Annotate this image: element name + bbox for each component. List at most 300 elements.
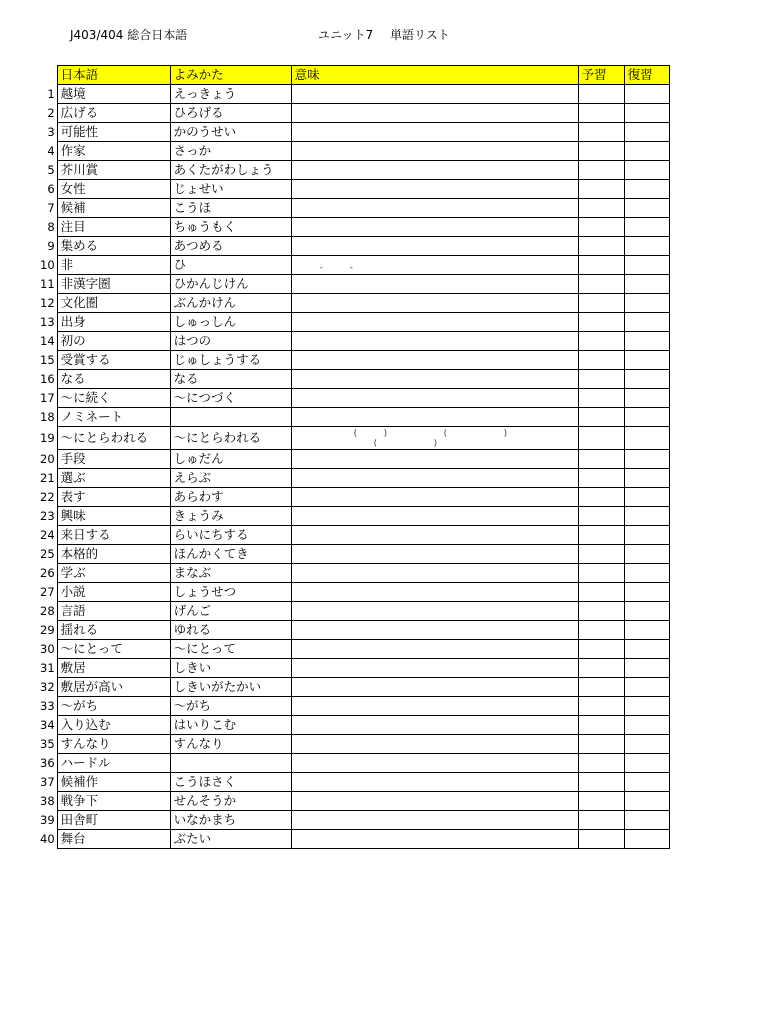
reading: さっか (170, 142, 291, 161)
preview-checkbox-cell[interactable] (578, 218, 624, 237)
review-checkbox-cell[interactable] (624, 199, 669, 218)
japanese-word: 非 (57, 256, 170, 275)
preview-checkbox-cell[interactable] (578, 830, 624, 849)
row-number: 30 (40, 642, 55, 656)
table-row (40, 602, 669, 621)
table-row (40, 104, 669, 123)
meaning-cell[interactable] (291, 754, 578, 773)
preview-checkbox-cell[interactable] (578, 427, 624, 450)
reading: いなかまち (170, 811, 291, 830)
meaning-cell[interactable] (291, 237, 578, 256)
review-checkbox-cell[interactable] (624, 773, 669, 792)
table-row (40, 142, 669, 161)
meaning-cell[interactable] (291, 716, 578, 735)
japanese-word: 越境 (57, 85, 170, 104)
reading: 〜にとって (170, 640, 291, 659)
reading: 〜がち (170, 697, 291, 716)
review-checkbox-cell[interactable] (624, 332, 669, 351)
reading: なる (170, 370, 291, 389)
preview-checkbox-cell[interactable] (578, 640, 624, 659)
reading: せんそうか (170, 792, 291, 811)
row-number: 38 (40, 794, 55, 808)
review-checkbox-cell[interactable] (624, 256, 669, 275)
preview-checkbox-cell[interactable] (578, 370, 624, 389)
row-number: 11 (40, 277, 55, 291)
meaning-cell[interactable] (291, 104, 578, 123)
reading: しきいがたかい (170, 678, 291, 697)
row-number: 17 (40, 391, 55, 405)
review-checkbox-cell[interactable] (624, 161, 669, 180)
japanese-word: 注目 (57, 218, 170, 237)
row-number: 28 (40, 604, 55, 618)
row-number: 15 (40, 353, 55, 367)
meaning-cell[interactable] (291, 389, 578, 408)
japanese-word: 揺れる (57, 621, 170, 640)
preview-checkbox-cell[interactable] (578, 545, 624, 564)
row-number: 16 (40, 372, 55, 386)
reading: まなぶ (170, 564, 291, 583)
reading: はいりこむ (170, 716, 291, 735)
reading: はつの (170, 332, 291, 351)
reading: すんなり (170, 735, 291, 754)
table-row (40, 469, 669, 488)
pencil-mark: ( (443, 429, 448, 439)
meaning-cell[interactable] (291, 294, 578, 313)
reading: しきい (170, 659, 291, 678)
reading: げんご (170, 602, 291, 621)
review-checkbox-cell[interactable] (624, 218, 669, 237)
reading: じゅしょうする (170, 351, 291, 370)
meaning-cell[interactable] (291, 218, 578, 237)
column-header-review: 復習 (624, 66, 669, 85)
reading: ひろげる (170, 104, 291, 123)
reading: ひ (170, 256, 291, 275)
table-row (40, 545, 669, 564)
table-row (40, 123, 669, 142)
column-header-preview: 予習 (578, 66, 624, 85)
unit-label: ユニット7 (318, 28, 374, 42)
table-row (40, 640, 669, 659)
row-number: 23 (40, 509, 55, 523)
table-row (40, 408, 669, 427)
table-row (40, 237, 669, 256)
meaning-cell[interactable] (291, 408, 578, 427)
row-number: 35 (40, 737, 55, 751)
preview-checkbox-cell[interactable] (578, 104, 624, 123)
reading (170, 408, 291, 427)
table-row (40, 450, 669, 469)
japanese-word: 手段 (57, 450, 170, 469)
table-row (40, 218, 669, 237)
japanese-word: 表す (57, 488, 170, 507)
table-row (40, 256, 669, 275)
row-number: 39 (40, 813, 55, 827)
row-number: 19 (40, 431, 55, 445)
review-checkbox-cell[interactable] (624, 408, 669, 427)
japanese-word: 候補作 (57, 773, 170, 792)
japanese-word: 小説 (57, 583, 170, 602)
meaning-cell[interactable] (291, 332, 578, 351)
japanese-word: 学ぶ (57, 564, 170, 583)
meaning-cell[interactable] (291, 370, 578, 389)
row-number: 18 (40, 410, 55, 424)
japanese-word: 入り込む (57, 716, 170, 735)
list-title: 単語リスト (390, 28, 450, 42)
pencil-mark: - (319, 263, 323, 273)
table-row (40, 199, 669, 218)
preview-checkbox-cell[interactable] (578, 792, 624, 811)
preview-checkbox-cell[interactable] (578, 716, 624, 735)
japanese-word: 〜がち (57, 697, 170, 716)
meaning-cell[interactable] (291, 526, 578, 545)
table-row (40, 792, 669, 811)
japanese-word: 言語 (57, 602, 170, 621)
row-number: 8 (47, 220, 55, 234)
review-checkbox-cell[interactable] (624, 754, 669, 773)
table-row (40, 754, 669, 773)
meaning-marks (292, 427, 578, 449)
preview-checkbox-cell[interactable] (578, 142, 624, 161)
preview-checkbox-cell[interactable] (578, 773, 624, 792)
meaning-cell[interactable] (291, 735, 578, 754)
column-header-reading: よみかた (170, 66, 291, 85)
table-row (40, 161, 669, 180)
reading: かのうせい (170, 123, 291, 142)
japanese-word: 〜にとって (57, 640, 170, 659)
review-checkbox-cell[interactable] (624, 716, 669, 735)
column-header-japanese: 日本語 (57, 66, 170, 85)
meaning-cell[interactable] (291, 199, 578, 218)
meaning-cell[interactable] (291, 830, 578, 849)
table-row (40, 697, 669, 716)
preview-checkbox-cell[interactable] (578, 735, 624, 754)
table-row (40, 180, 669, 199)
meaning-cell[interactable] (291, 450, 578, 469)
japanese-word: ハードル (57, 754, 170, 773)
japanese-word: 敷居が高い (57, 678, 170, 697)
review-checkbox-cell[interactable] (624, 545, 669, 564)
table-row (40, 583, 669, 602)
table-row (40, 830, 669, 849)
preview-checkbox-cell[interactable] (578, 256, 624, 275)
japanese-word: すんなり (57, 735, 170, 754)
preview-checkbox-cell[interactable] (578, 180, 624, 199)
pencil-mark: ( (373, 439, 378, 449)
table-row (40, 811, 669, 830)
row-number: 31 (40, 661, 55, 675)
reading: 〜につづく (170, 389, 291, 408)
reading: しょうせつ (170, 583, 291, 602)
reading: 〜にとらわれる (170, 427, 291, 450)
preview-checkbox-cell[interactable] (578, 332, 624, 351)
review-checkbox-cell[interactable] (624, 659, 669, 678)
japanese-word: 戦争下 (57, 792, 170, 811)
row-number: 34 (40, 718, 55, 732)
review-checkbox-cell[interactable] (624, 640, 669, 659)
japanese-word: 〜に続く (57, 389, 170, 408)
japanese-word: 田舎町 (57, 811, 170, 830)
reading: えらぶ (170, 469, 291, 488)
review-checkbox-cell[interactable] (624, 830, 669, 849)
table-row (40, 564, 669, 583)
review-checkbox-cell[interactable] (624, 450, 669, 469)
meaning-cell[interactable] (291, 773, 578, 792)
table-row (40, 427, 669, 450)
review-checkbox-cell[interactable] (624, 488, 669, 507)
table-header-row (40, 66, 669, 85)
row-number: 7 (47, 201, 55, 215)
meaning-cell[interactable] (291, 256, 578, 275)
review-checkbox-cell[interactable] (624, 389, 669, 408)
vocabulary-table (40, 65, 670, 849)
row-number: 6 (47, 182, 55, 196)
review-checkbox-cell[interactable] (624, 294, 669, 313)
row-number: 24 (40, 528, 55, 542)
reading: ほんかくてき (170, 545, 291, 564)
japanese-word: 女性 (57, 180, 170, 199)
japanese-word: 作家 (57, 142, 170, 161)
preview-checkbox-cell[interactable] (578, 564, 624, 583)
preview-checkbox-cell[interactable] (578, 450, 624, 469)
japanese-word: 〜にとらわれる (57, 427, 170, 450)
table-row (40, 85, 669, 104)
meaning-cell[interactable] (291, 142, 578, 161)
preview-checkbox-cell[interactable] (578, 123, 624, 142)
preview-checkbox-cell[interactable] (578, 313, 624, 332)
reading: ちゅうもく (170, 218, 291, 237)
preview-checkbox-cell[interactable] (578, 488, 624, 507)
meaning-cell[interactable] (291, 180, 578, 199)
meaning-cell[interactable] (291, 678, 578, 697)
review-checkbox-cell[interactable] (624, 275, 669, 294)
japanese-word: 非漢字圏 (57, 275, 170, 294)
reading (170, 754, 291, 773)
pencil-mark: ) (433, 439, 438, 449)
table-row (40, 678, 669, 697)
table-row (40, 351, 669, 370)
pencil-mark: ) (383, 429, 388, 439)
table-row (40, 716, 669, 735)
japanese-word: 興味 (57, 507, 170, 526)
pencil-mark: ( (353, 429, 358, 439)
reading: えっきょう (170, 85, 291, 104)
review-checkbox-cell[interactable] (624, 104, 669, 123)
reading: じょせい (170, 180, 291, 199)
table-row (40, 389, 669, 408)
preview-checkbox-cell[interactable] (578, 389, 624, 408)
row-number: 20 (40, 452, 55, 466)
preview-checkbox-cell[interactable] (578, 754, 624, 773)
row-number: 33 (40, 699, 55, 713)
review-checkbox-cell[interactable] (624, 85, 669, 104)
table-row (40, 659, 669, 678)
japanese-word: 候補 (57, 199, 170, 218)
review-checkbox-cell[interactable] (624, 602, 669, 621)
preview-checkbox-cell[interactable] (578, 85, 624, 104)
preview-checkbox-cell[interactable] (578, 199, 624, 218)
meaning-cell[interactable] (291, 697, 578, 716)
review-checkbox-cell[interactable] (624, 811, 669, 830)
meaning-cell[interactable] (291, 792, 578, 811)
pencil-mark: ) (503, 429, 508, 439)
row-number: 10 (40, 258, 55, 272)
table-row (40, 735, 669, 754)
japanese-word: 可能性 (57, 123, 170, 142)
row-number: 25 (40, 547, 55, 561)
review-checkbox-cell[interactable] (624, 697, 669, 716)
japanese-word: 広げる (57, 104, 170, 123)
preview-checkbox-cell[interactable] (578, 526, 624, 545)
meaning-cell[interactable] (291, 602, 578, 621)
japanese-word: 敷居 (57, 659, 170, 678)
row-number: 14 (40, 334, 55, 348)
preview-checkbox-cell[interactable] (578, 161, 624, 180)
row-number: 40 (40, 832, 55, 846)
review-checkbox-cell[interactable] (624, 142, 669, 161)
review-checkbox-cell[interactable] (624, 351, 669, 370)
meaning-cell[interactable] (291, 640, 578, 659)
reading: ぶたい (170, 830, 291, 849)
preview-checkbox-cell[interactable] (578, 678, 624, 697)
meaning-cell[interactable] (291, 545, 578, 564)
pencil-mark: - (349, 263, 353, 273)
review-checkbox-cell[interactable] (624, 792, 669, 811)
japanese-word: なる (57, 370, 170, 389)
preview-checkbox-cell[interactable] (578, 351, 624, 370)
row-number: 27 (40, 585, 55, 599)
row-number: 9 (47, 239, 55, 253)
meaning-cell[interactable] (291, 507, 578, 526)
row-number: 22 (40, 490, 55, 504)
row-number: 21 (40, 471, 55, 485)
review-checkbox-cell[interactable] (624, 735, 669, 754)
table-row (40, 526, 669, 545)
meaning-cell[interactable] (291, 427, 578, 450)
table-row (40, 370, 669, 389)
column-header-meaning: 意味 (291, 66, 578, 85)
review-checkbox-cell[interactable] (624, 526, 669, 545)
table-row (40, 488, 669, 507)
meaning-cell[interactable] (291, 469, 578, 488)
preview-checkbox-cell[interactable] (578, 697, 624, 716)
reading: しゅだん (170, 450, 291, 469)
reading: こうほ (170, 199, 291, 218)
review-checkbox-cell[interactable] (624, 237, 669, 256)
meaning-cell[interactable] (291, 161, 578, 180)
meaning-cell[interactable] (291, 583, 578, 602)
row-number-header (40, 66, 57, 85)
japanese-word: 本格的 (57, 545, 170, 564)
preview-checkbox-cell[interactable] (578, 621, 624, 640)
row-number: 13 (40, 315, 55, 329)
row-number: 29 (40, 623, 55, 637)
row-number: 36 (40, 756, 55, 770)
row-number: 26 (40, 566, 55, 580)
meaning-cell[interactable] (291, 351, 578, 370)
meaning-cell[interactable] (291, 313, 578, 332)
reading: あらわす (170, 488, 291, 507)
row-number: 2 (47, 106, 55, 120)
course-title: J403/404 総合日本語 (70, 28, 188, 42)
preview-checkbox-cell[interactable] (578, 237, 624, 256)
review-checkbox-cell[interactable] (624, 427, 669, 450)
preview-checkbox-cell[interactable] (578, 602, 624, 621)
japanese-word: 舞台 (57, 830, 170, 849)
preview-checkbox-cell[interactable] (578, 469, 624, 488)
reading: ぶんかけん (170, 294, 291, 313)
row-number: 32 (40, 680, 55, 694)
japanese-word: 初の (57, 332, 170, 351)
reading: こうほさく (170, 773, 291, 792)
row-number: 1 (47, 87, 55, 101)
preview-checkbox-cell[interactable] (578, 507, 624, 526)
meaning-cell[interactable] (291, 488, 578, 507)
reading: らいにちする (170, 526, 291, 545)
japanese-word: 出身 (57, 313, 170, 332)
meaning-cell[interactable] (291, 659, 578, 678)
meaning-cell[interactable] (291, 811, 578, 830)
table-row (40, 773, 669, 792)
meaning-marks (292, 256, 578, 274)
review-checkbox-cell[interactable] (624, 507, 669, 526)
japanese-word: 芥川賞 (57, 161, 170, 180)
reading: ゆれる (170, 621, 291, 640)
row-number: 4 (47, 144, 55, 158)
review-checkbox-cell[interactable] (624, 678, 669, 697)
japanese-word: 文化圏 (57, 294, 170, 313)
reading: あくたがわしょう (170, 161, 291, 180)
meaning-cell[interactable] (291, 564, 578, 583)
review-checkbox-cell[interactable] (624, 564, 669, 583)
review-checkbox-cell[interactable] (624, 313, 669, 332)
meaning-cell[interactable] (291, 123, 578, 142)
preview-checkbox-cell[interactable] (578, 294, 624, 313)
meaning-cell[interactable] (291, 275, 578, 294)
japanese-word: 受賞する (57, 351, 170, 370)
table-row (40, 275, 669, 294)
reading: きょうみ (170, 507, 291, 526)
review-checkbox-cell[interactable] (624, 621, 669, 640)
row-number: 5 (47, 163, 55, 177)
review-checkbox-cell[interactable] (624, 370, 669, 389)
reading: ひかんじけん (170, 275, 291, 294)
preview-checkbox-cell[interactable] (578, 408, 624, 427)
row-number: 12 (40, 296, 55, 310)
japanese-word: 選ぶ (57, 469, 170, 488)
table-row (40, 332, 669, 351)
review-checkbox-cell[interactable] (624, 123, 669, 142)
preview-checkbox-cell[interactable] (578, 659, 624, 678)
table-row (40, 621, 669, 640)
japanese-word: ノミネート (57, 408, 170, 427)
reading: しゅっしん (170, 313, 291, 332)
preview-checkbox-cell[interactable] (578, 583, 624, 602)
preview-checkbox-cell[interactable] (578, 275, 624, 294)
table-row (40, 294, 669, 313)
meaning-cell[interactable] (291, 85, 578, 104)
meaning-cell[interactable] (291, 621, 578, 640)
japanese-word: 来日する (57, 526, 170, 545)
review-checkbox-cell[interactable] (624, 469, 669, 488)
preview-checkbox-cell[interactable] (578, 811, 624, 830)
row-number: 3 (47, 125, 55, 139)
review-checkbox-cell[interactable] (624, 583, 669, 602)
japanese-word: 集める (57, 237, 170, 256)
reading: あつめる (170, 237, 291, 256)
table-row (40, 507, 669, 526)
row-number: 37 (40, 775, 55, 789)
review-checkbox-cell[interactable] (624, 180, 669, 199)
